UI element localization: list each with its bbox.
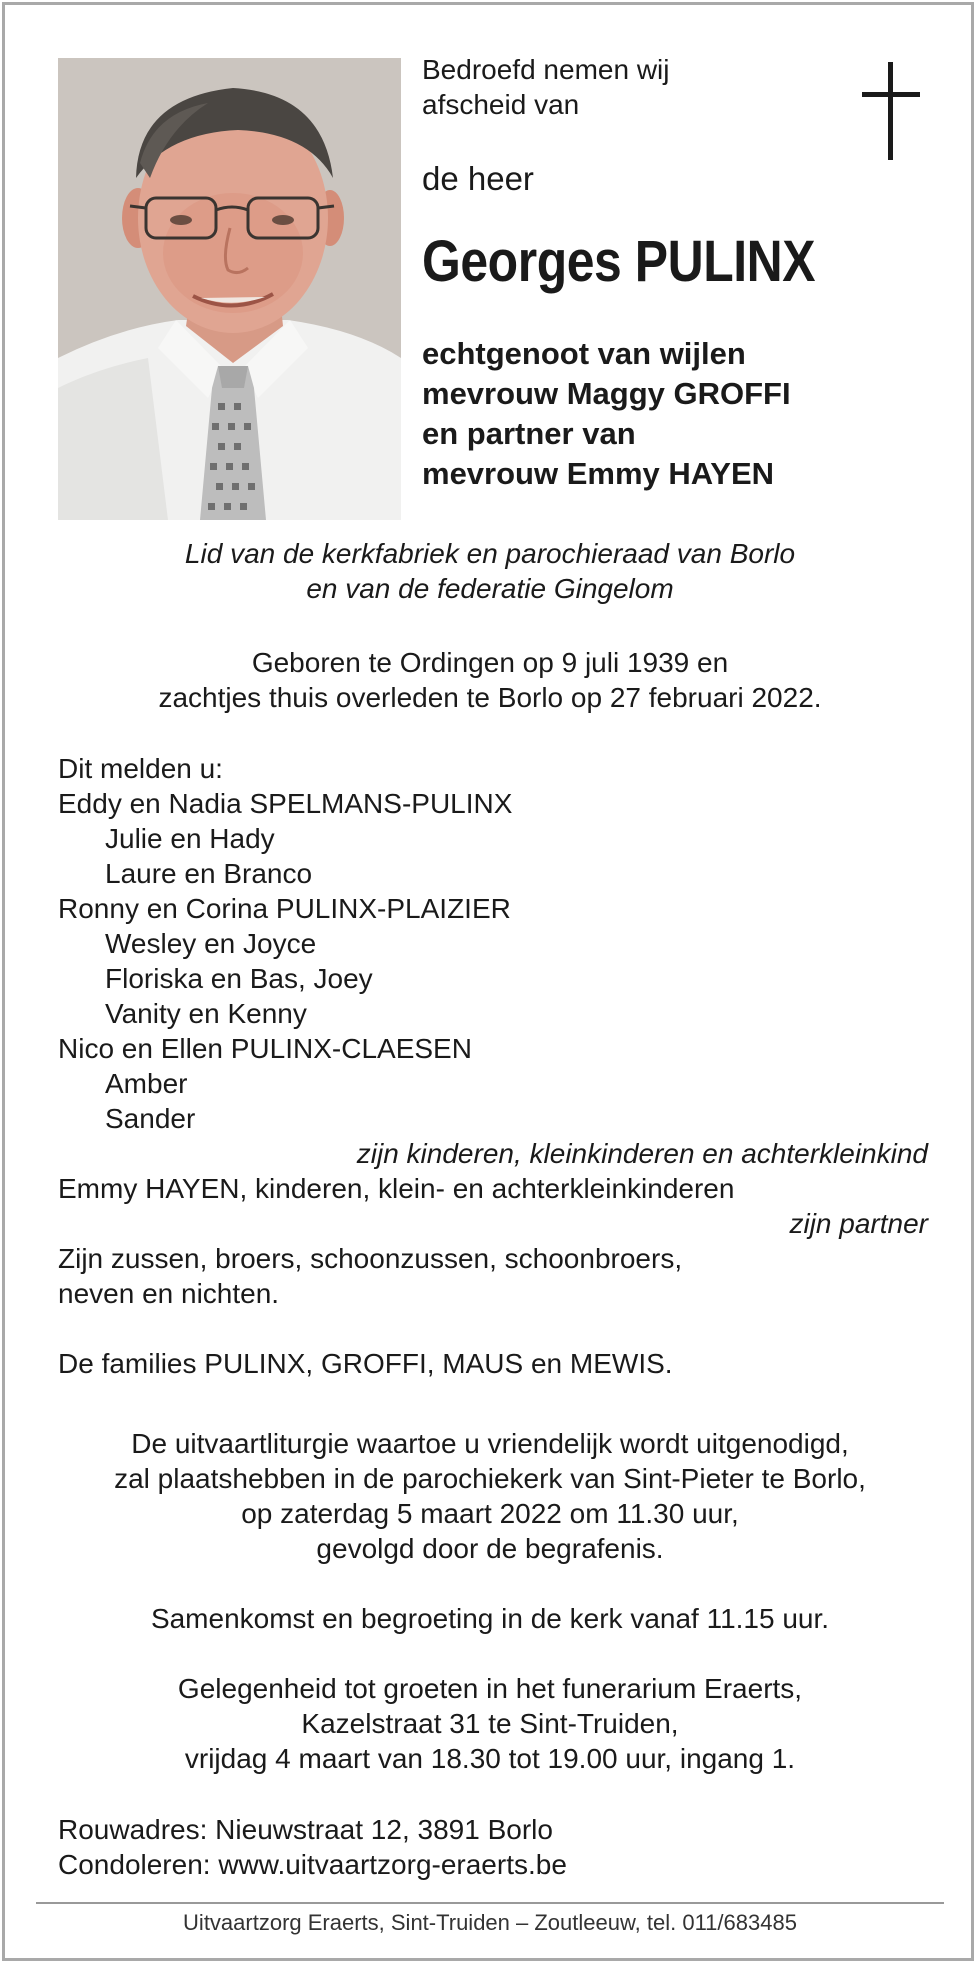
family-line: Julie en Hady: [105, 823, 275, 854]
honorific: de heer: [422, 160, 534, 197]
liturgy-line: zal plaatshebben in de parochiekerk van Sint-Pieter te Borlo,: [114, 1463, 866, 1494]
liturgy-line: op zaterdag 5 maart 2022 om 11.30 uur,: [241, 1498, 739, 1529]
latin-cross-icon: [862, 62, 920, 165]
visitation-line: Gelegenheid tot groeten in het funerarium Eraerts,: [177, 1673, 803, 1704]
family-line: Eddy en Nadia SPELMANS-PULINX: [58, 788, 513, 819]
visitation-text: [40, 1671, 940, 1776]
partner-caption: zijn partner: [789, 1208, 928, 1239]
liturgy-text: [40, 1426, 940, 1566]
family-line: Nico en Ellen PULINX-CLAESEN: [58, 1033, 472, 1064]
liturgy-line: De uitvaartliturgie waartoe u vriendelijk wordt uitgenodigd,: [131, 1428, 849, 1459]
family-line: Floriska en Bas, Joey: [105, 963, 373, 994]
membership-text: [40, 536, 940, 606]
spouse-line: echtgenoot van wijlen: [422, 336, 746, 371]
condolences-line[interactable]: Condoleren: www.uitvaartzorg-eraerts.be: [58, 1849, 567, 1880]
family-line: Ronny en Corina PULINX-PLAIZIER: [58, 893, 511, 924]
intro-line: afscheid van: [422, 89, 580, 120]
contact-block: [58, 1812, 928, 1882]
family-line: Wesley en Joyce: [105, 928, 317, 959]
families-line: De families PULINX, GROFFI, MAUS en MEWIS.: [58, 1348, 673, 1379]
partner-line: Emmy HAYEN, kinderen, klein- en achterkleinkinderen: [58, 1173, 735, 1204]
family-line: Sander: [105, 1103, 196, 1134]
spouse-line: mevrouw Emmy HAYEN: [422, 456, 775, 491]
membership-line: Lid van de kerkfabriek en parochieraad van Borlo: [184, 538, 796, 569]
deceased-name: Georges PULINX: [422, 229, 816, 294]
siblings-line: Zijn zussen, broers, schoonzussen, schoonbroers,: [58, 1243, 683, 1274]
liturgy-line: gevolgd door de begrafenis.: [316, 1533, 664, 1564]
family-list: [58, 751, 928, 1381]
address-line: Rouwadres: Nieuwstraat 12, 3891 Borlo: [58, 1814, 553, 1845]
family-line: Vanity en Kenny: [105, 998, 307, 1029]
spouse-line: en partner van: [422, 416, 636, 451]
visitation-line: Kazelstraat 31 te Sint-Truiden,: [301, 1708, 679, 1739]
membership-line: en van de federatie Gingelom: [306, 573, 674, 604]
portrait-photo: [58, 58, 401, 520]
birth-death-line: Geboren te Ordingen op 9 juli 1939 en: [251, 647, 729, 678]
birth-death-line: zachtjes thuis overleden te Borlo op 27 februari 2022.: [158, 682, 822, 713]
gathering-text: Samenkomst en begroeting in de kerk vanaf 11.15 uur.: [150, 1603, 830, 1634]
visitation-line: vrijdag 4 maart van 18.30 tot 19.00 uur, ingang 1.: [184, 1743, 796, 1774]
family-line: Laure en Branco: [105, 858, 313, 889]
footer-text: Uitvaartzorg Eraerts, Sint-Truiden – Zoutleeuw, tel. 011/683485: [183, 1910, 797, 1935]
spouse-block: [422, 334, 791, 494]
intro-line: Bedroefd nemen wij: [422, 54, 670, 85]
children-caption: zijn kinderen, kleinkinderen en achterkleinkind: [356, 1138, 928, 1169]
family-heading: Dit melden u:: [58, 753, 223, 784]
spacer: [58, 1311, 928, 1346]
siblings-line: neven en nichten.: [58, 1278, 280, 1309]
intro-text: [422, 52, 822, 122]
birth-death-text: [40, 645, 940, 715]
footer-divider: [36, 1902, 944, 1904]
spouse-line: mevrouw Maggy GROFFI: [422, 376, 791, 411]
family-line: Amber: [105, 1068, 188, 1099]
